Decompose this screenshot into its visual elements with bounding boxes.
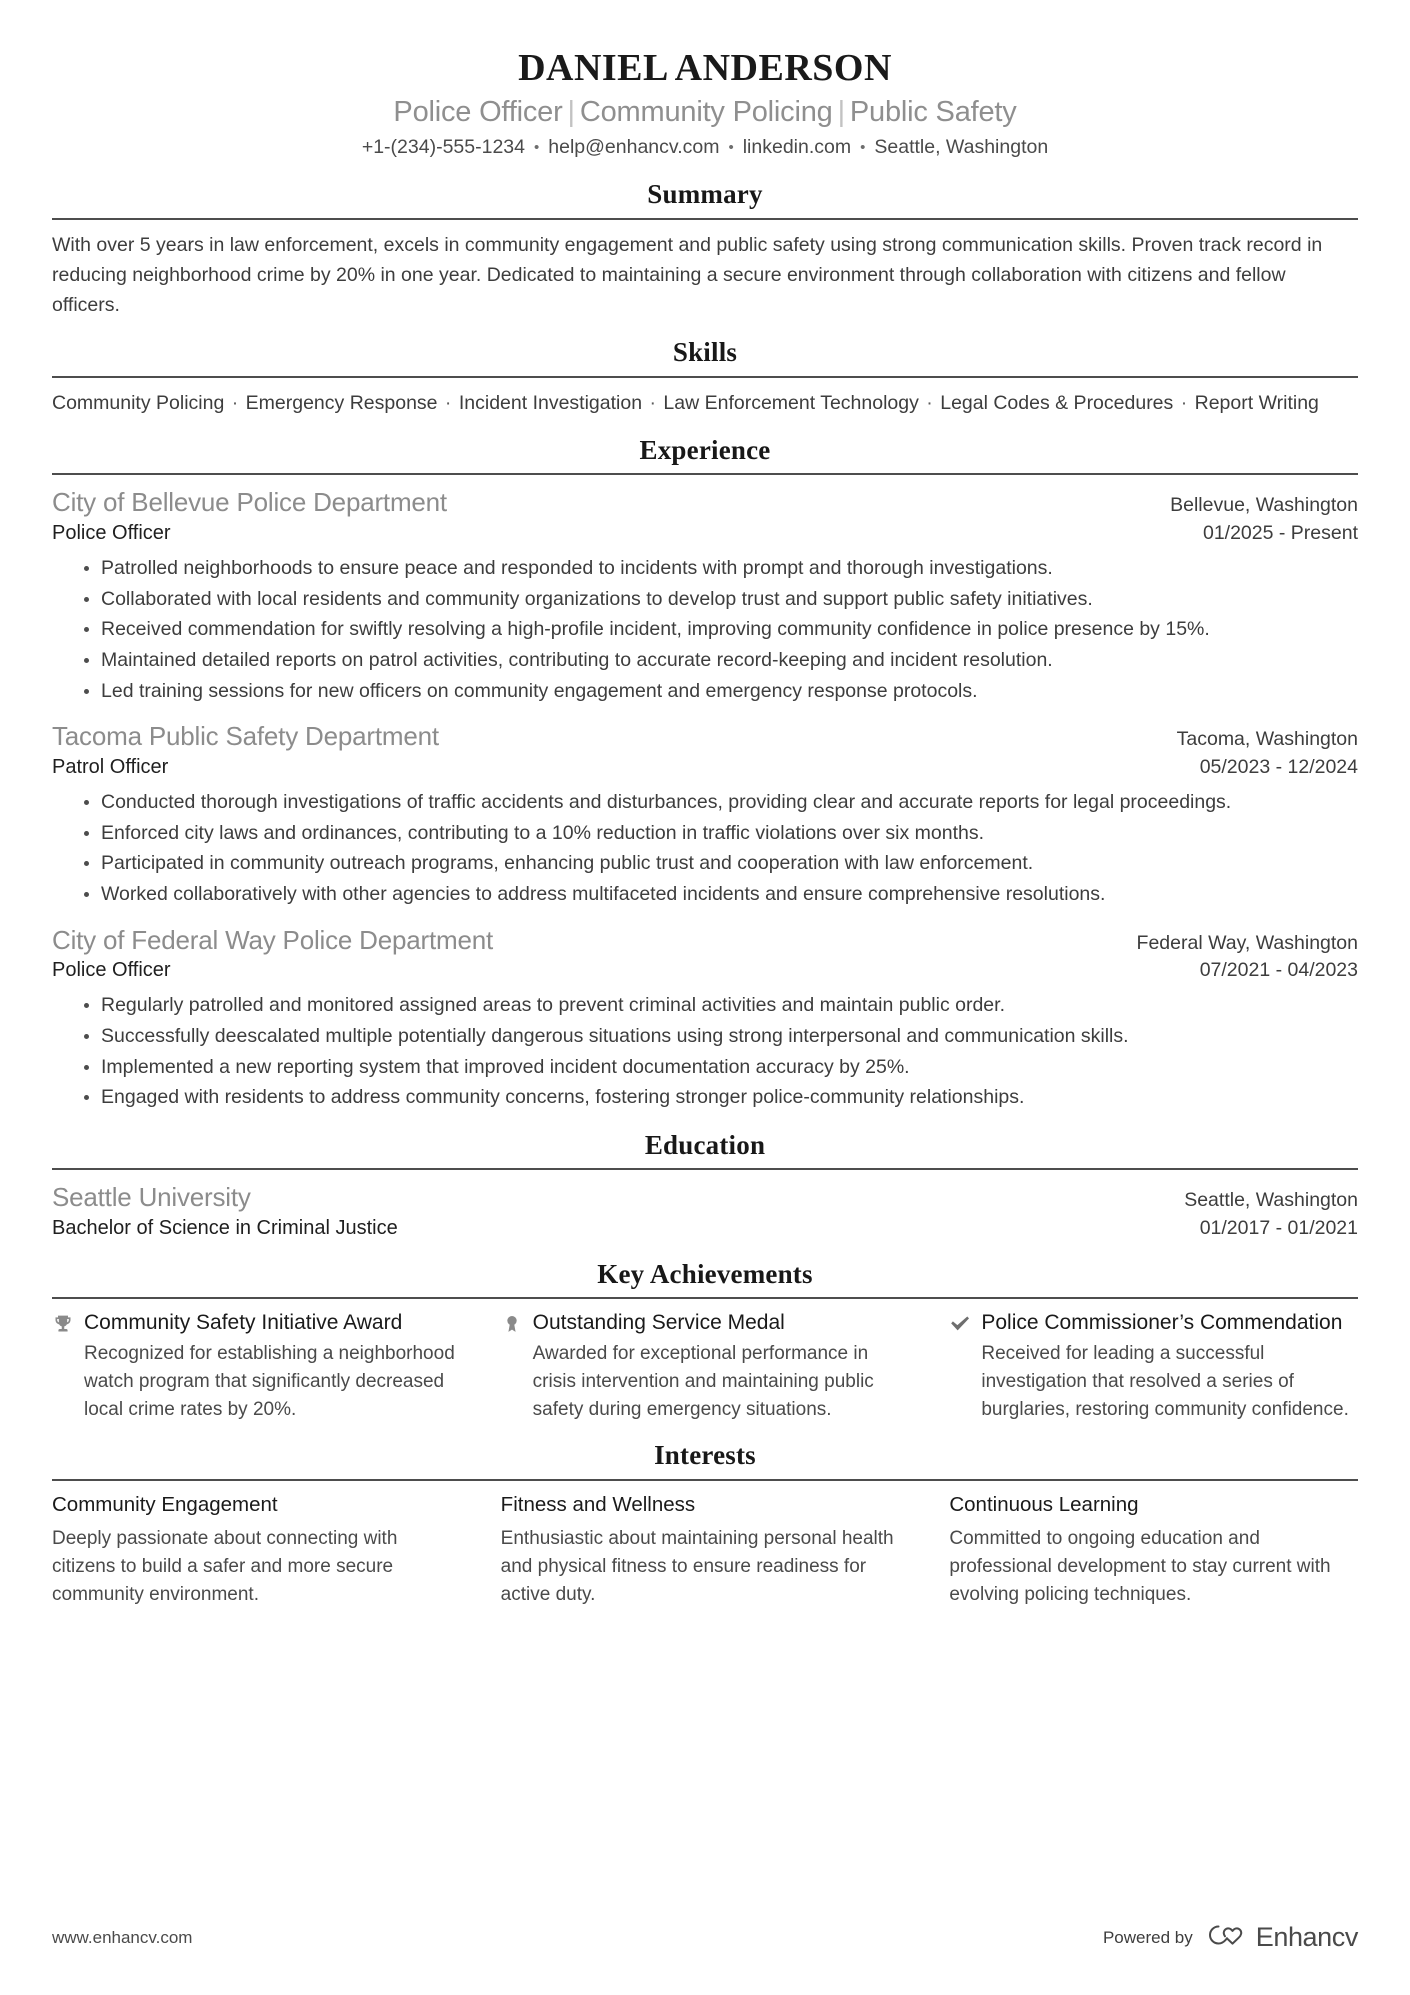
footer-url[interactable]: www.enhancv.com <box>52 1927 193 1947</box>
section-divider-skills <box>52 376 1358 378</box>
skills-list <box>52 389 1358 418</box>
experience-entry-top-row <box>52 924 1358 958</box>
experience-bullet: Implemented a new reporting system that improved incident documentation accuracy by 25%. <box>82 1053 1358 1083</box>
achievement-columns <box>52 1310 1358 1423</box>
achievement-title: Community Safety Initiative Award <box>84 1311 403 1335</box>
footer-branding <box>1103 1922 1358 1953</box>
experience-entry <box>52 720 1358 909</box>
check-icon <box>949 1311 971 1337</box>
skill-separator: · <box>226 391 244 414</box>
skill-item: Community Policing <box>52 391 225 414</box>
education-institution: Seattle University <box>52 1182 251 1213</box>
contact-separator-3: • <box>860 139 866 157</box>
experience-entry <box>52 924 1358 1113</box>
section-experience <box>52 434 1358 1113</box>
experience-bullet: Enforced city laws and ordinances, contributing to a 10% reduction in traffic violations over six months. <box>82 819 1358 849</box>
experience-bullet: Conducted thorough investigations of traffic accidents and disturbances, providing clear and accurate reports for legal proceedings. <box>82 788 1358 818</box>
page-footer <box>52 1922 1358 1953</box>
achievement-title: Police Commissioner’s Commendation <box>981 1311 1343 1335</box>
interest-title: Community Engagement <box>52 1492 278 1516</box>
section-title-education: Education <box>644 1129 766 1160</box>
education-entry-bottom-row <box>52 1215 1358 1242</box>
skill-separator: · <box>1175 391 1193 414</box>
experience-entry-top-row <box>52 486 1358 520</box>
experience-entry <box>52 486 1358 706</box>
experience-entry-top-row <box>52 720 1358 754</box>
headline-part-2: Community Policing <box>579 95 833 128</box>
experience-bullet: Participated in community outreach programs, enhancing public trust and cooperation with law enforcement. <box>82 849 1358 879</box>
experience-bullet: Worked collaboratively with other agencies to address multifaceted incidents and ensure comprehensive resolutions. <box>82 880 1358 910</box>
headline-part-1: Police Officer <box>393 95 563 128</box>
skill-item: Report Writing <box>1194 391 1319 414</box>
skill-separator: · <box>439 391 457 414</box>
achievement-header <box>501 1310 910 1337</box>
experience-entry-bottom-row <box>52 957 1358 984</box>
achievement-header <box>52 1310 461 1337</box>
skill-separator: · <box>920 391 939 414</box>
experience-bullet: Patrolled neighborhoods to ensure peace and responded to incidents with prompt and thorough investigations. <box>82 554 1358 584</box>
section-key-achievements <box>52 1258 1358 1423</box>
experience-bullet: Received commendation for swiftly resolving a high-profile incident, improving community confidence in police presence by 15%. <box>82 615 1358 645</box>
achievement-description: Awarded for exceptional performance in crisis intervention and maintaining public safety during emergency situations. <box>532 1343 874 1420</box>
section-divider-key-achievements <box>52 1297 1358 1299</box>
skill-separator: · <box>644 391 662 414</box>
contact-separator-1: • <box>533 139 540 157</box>
experience-entry-bottom-row <box>52 754 1358 781</box>
education-dates: 01/2017 - 01/2021 <box>1199 1217 1358 1240</box>
experience-organization: City of Federal Way Police Department <box>52 924 494 955</box>
skill-item: Incident Investigation <box>458 391 643 414</box>
powered-by-label: Powered by <box>1102 1927 1193 1947</box>
section-divider-summary <box>52 218 1358 220</box>
experience-entries <box>52 486 1358 1113</box>
interest-columns <box>52 1492 1358 1610</box>
experience-role: Police Officer <box>52 959 171 982</box>
experience-role: Police Officer <box>52 522 171 545</box>
interest-title: Fitness and Wellness <box>500 1492 696 1516</box>
interest-title: Continuous Learning <box>949 1492 1139 1516</box>
medal-icon <box>501 1311 523 1337</box>
experience-bullet-list <box>52 991 1358 1113</box>
headline-separator-1: | <box>567 95 575 128</box>
skill-item: Law Enforcement Technology <box>663 391 919 414</box>
brand-name: Enhancv <box>1255 1922 1358 1952</box>
section-skills <box>52 336 1358 418</box>
candidate-headline <box>52 96 1358 129</box>
section-title-skills: Skills <box>672 337 738 368</box>
achievement-description: Recognized for establishing a neighborhood watch program that significantly decreased local crime rates by 20%. <box>84 1343 455 1420</box>
achievement-title: Outstanding Service Medal <box>532 1311 785 1335</box>
interest-description: Enthusiastic about maintaining personal health and physical fitness to ensure readiness for active duty. <box>500 1528 894 1606</box>
section-divider-interests <box>52 1479 1358 1481</box>
experience-bullet: Engaged with residents to address community concerns, fostering stronger police-community relationships. <box>82 1083 1358 1113</box>
section-divider-education <box>52 1168 1358 1170</box>
contact-phone: +1-(234)-555-1234 <box>361 136 525 159</box>
skill-item: Emergency Response <box>245 391 438 414</box>
experience-organization: City of Bellevue Police Department <box>52 487 447 518</box>
experience-organization: Tacoma Public Safety Department <box>52 721 439 752</box>
experience-bullet-list <box>52 554 1358 706</box>
experience-location: Tacoma, Washington <box>1176 728 1358 751</box>
contact-website[interactable]: linkedin.com <box>742 136 852 159</box>
contact-location: Seattle, Washington <box>874 136 1049 159</box>
experience-bullet: Collaborated with local residents and community organizations to develop trust and support public safety initiatives. <box>82 585 1358 615</box>
achievement-item <box>949 1310 1358 1423</box>
education-degree: Bachelor of Science in Criminal Justice <box>52 1217 398 1240</box>
education-entry <box>52 1181 1358 1242</box>
contact-separator-2: • <box>728 139 734 157</box>
achievement-header <box>949 1310 1358 1337</box>
interest-description: Deeply passionate about connecting with citizens to build a safer and more secure community environment. <box>52 1528 398 1606</box>
section-summary <box>52 178 1358 320</box>
experience-bullet: Maintained detailed reports on patrol activities, contributing to accurate record-keeping and incident resolution. <box>82 646 1358 676</box>
enhancv-logo <box>1207 1922 1358 1953</box>
experience-dates: 07/2021 - 04/2023 <box>1199 959 1358 982</box>
experience-dates: 01/2025 - Present <box>1202 522 1358 545</box>
achievement-item <box>501 1310 910 1423</box>
candidate-name: DANIEL ANDERSON <box>518 47 892 89</box>
experience-bullet: Successfully deescalated multiple potentially dangerous situations using strong interpersonal and communication skills. <box>82 1022 1358 1052</box>
section-interests <box>52 1439 1358 1609</box>
interest-description: Committed to ongoing education and professional development to stay current with evolving policing techniques. <box>949 1528 1331 1606</box>
headline-part-3: Public Safety <box>849 95 1017 128</box>
education-entries <box>52 1181 1358 1242</box>
experience-entry-bottom-row <box>52 520 1358 547</box>
education-entry-top-row <box>52 1181 1358 1215</box>
experience-bullet: Regularly patrolled and monitored assigned areas to prevent criminal activities and maintain public order. <box>82 991 1358 1021</box>
resume-header <box>52 48 1358 160</box>
skill-item: Legal Codes & Procedures <box>940 391 1174 414</box>
contact-email[interactable]: help@enhancv.com <box>548 136 720 159</box>
experience-location: Federal Way, Washington <box>1136 931 1358 954</box>
experience-dates: 05/2023 - 12/2024 <box>1199 756 1358 779</box>
interest-item <box>949 1492 1358 1610</box>
section-title-interests: Interests <box>654 1440 756 1471</box>
infinity-heart-icon <box>1207 1922 1247 1953</box>
summary-text: With over 5 years in law enforcement, excels in community engagement and public safety using strong communication skills. Proven track record in reducing neighborhood crime by 20% in one year. Dedicated to maintaining a secure environment through collaboration with citizens and fellow officers. <box>52 233 1323 316</box>
achievement-description: Received for leading a successful investigation that resolved a series of burglaries, restoring community confidence. <box>981 1343 1349 1420</box>
experience-role: Patrol Officer <box>52 756 169 779</box>
interest-item <box>52 1492 461 1610</box>
section-title-summary: Summary <box>647 179 763 210</box>
headline-separator-2: | <box>837 95 845 128</box>
education-location: Seattle, Washington <box>1184 1189 1358 1212</box>
trophy-icon <box>52 1311 74 1337</box>
section-education <box>52 1129 1358 1242</box>
experience-bullet-list <box>52 788 1358 910</box>
interest-item <box>501 1492 910 1610</box>
achievement-item <box>52 1310 461 1423</box>
contact-line <box>52 135 1358 160</box>
section-title-experience: Experience <box>639 435 771 465</box>
section-divider-experience <box>52 473 1358 475</box>
section-title-key-achievements: Key Achievements <box>597 1259 813 1290</box>
experience-location: Bellevue, Washington <box>1170 494 1358 517</box>
experience-bullet: Led training sessions for new officers on community engagement and emergency response protocols. <box>82 677 1358 707</box>
